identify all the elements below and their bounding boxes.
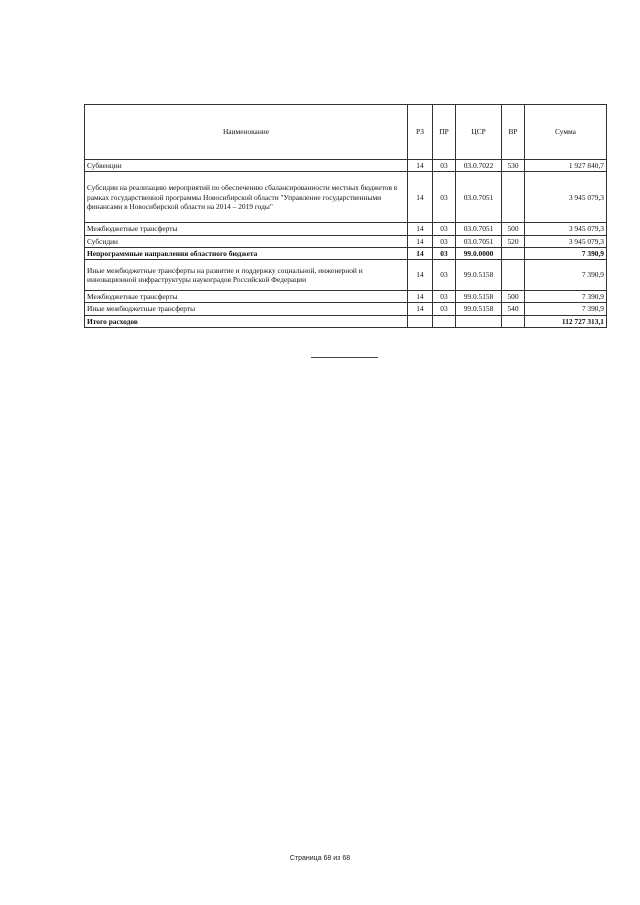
table-row	[85, 223, 607, 235]
header-csr: ЦСР	[456, 105, 502, 160]
cell-rz: 14	[408, 172, 433, 223]
table-total-row	[85, 315, 607, 327]
cell-name: Непрограммные направления областного бюджета	[85, 247, 408, 259]
table-header-row	[85, 105, 607, 160]
cell-csr: 99.0.5158	[456, 303, 502, 315]
cell-rz: 14	[408, 260, 433, 291]
cell-rz	[408, 315, 433, 327]
page-footer: Страница 68 из 68	[289, 855, 351, 862]
table-row	[85, 235, 607, 247]
end-separator-line	[311, 357, 378, 358]
cell-vr	[502, 315, 525, 327]
cell-name: Межбюджетные трансферты	[85, 291, 408, 303]
cell-pr	[433, 315, 456, 327]
cell-sum: 112 727 313,1	[525, 315, 607, 327]
table-row	[85, 247, 607, 259]
cell-vr	[502, 260, 525, 291]
cell-name: Субсидии на реализацию мероприятий по обеспечению сбалансированности местных бюджетов в рамках государственной программы Новосибирской области "Управление государственными финансами в Новосибирской области на 2014 – 2019 годы"	[85, 172, 408, 223]
cell-csr: 99.0.5158	[456, 260, 502, 291]
header-sum: Сумма	[525, 105, 607, 160]
table-row	[85, 160, 607, 172]
cell-pr: 03	[433, 303, 456, 315]
cell-sum: 7 390,9	[525, 291, 607, 303]
cell-pr: 03	[433, 247, 456, 259]
budget-table	[84, 104, 607, 328]
cell-rz: 14	[408, 303, 433, 315]
cell-rz: 14	[408, 235, 433, 247]
cell-csr	[456, 315, 502, 327]
table-row	[85, 291, 607, 303]
cell-pr: 03	[433, 235, 456, 247]
cell-sum: 7 390,9	[525, 303, 607, 315]
cell-pr: 03	[433, 291, 456, 303]
cell-name: Субсидии	[85, 235, 408, 247]
cell-csr: 03.0.7022	[456, 160, 502, 172]
cell-name: Итого расходов	[85, 315, 408, 327]
cell-sum: 1 927 840,7	[525, 160, 607, 172]
cell-rz: 14	[408, 160, 433, 172]
cell-pr: 03	[433, 172, 456, 223]
cell-vr: 500	[502, 223, 525, 235]
header-pr: ПР	[433, 105, 456, 160]
cell-name: Межбюджетные трансферты	[85, 223, 408, 235]
cell-vr: 520	[502, 235, 525, 247]
header-rz: РЗ	[408, 105, 433, 160]
table-row	[85, 172, 607, 223]
cell-name: Иные межбюджетные трансферты	[85, 303, 408, 315]
cell-vr	[502, 247, 525, 259]
cell-csr: 99.0.5158	[456, 291, 502, 303]
header-name: Наименование	[85, 105, 408, 160]
table-row	[85, 303, 607, 315]
header-vr: ВР	[502, 105, 525, 160]
cell-sum: 7 390,9	[525, 247, 607, 259]
cell-sum: 3 945 079,3	[525, 223, 607, 235]
cell-vr: 530	[502, 160, 525, 172]
table-row	[85, 260, 607, 291]
cell-pr: 03	[433, 223, 456, 235]
cell-csr: 99.0.0000	[456, 247, 502, 259]
cell-sum: 3 945 079,3	[525, 172, 607, 223]
cell-name: Субвенции	[85, 160, 408, 172]
cell-csr: 03.0.7051	[456, 223, 502, 235]
cell-vr: 540	[502, 303, 525, 315]
cell-sum: 7 390,9	[525, 260, 607, 291]
cell-rz: 14	[408, 247, 433, 259]
cell-csr: 03.0.7051	[456, 235, 502, 247]
cell-name: Иные межбюджетные трансферты на развитие и поддержку социальной, инженерной и инновационной инфраструктуры наукоградов Российской Федерации	[85, 260, 408, 291]
cell-vr	[502, 172, 525, 223]
cell-pr: 03	[433, 160, 456, 172]
cell-rz: 14	[408, 291, 433, 303]
cell-csr: 03.0.7051	[456, 172, 502, 223]
cell-pr: 03	[433, 260, 456, 291]
cell-vr: 500	[502, 291, 525, 303]
cell-rz: 14	[408, 223, 433, 235]
cell-sum: 3 945 079,3	[525, 235, 607, 247]
